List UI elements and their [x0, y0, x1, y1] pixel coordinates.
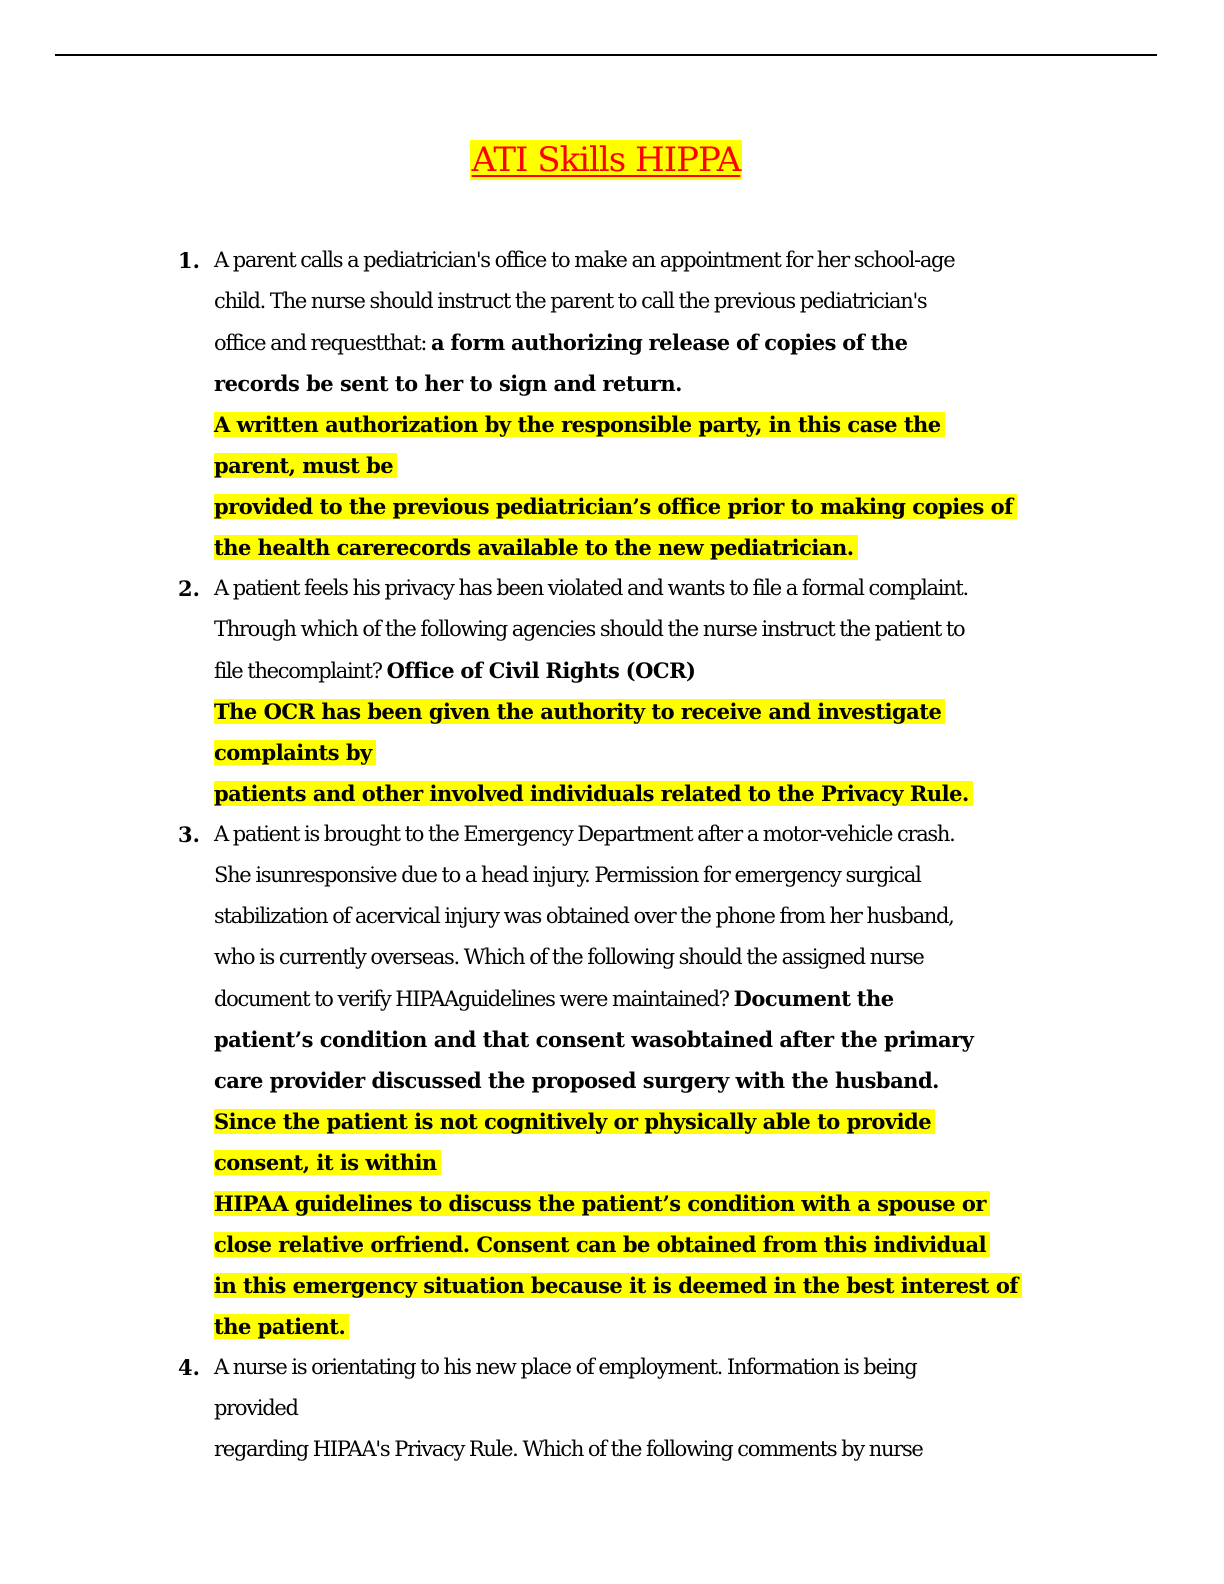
rationale-line — [214, 445, 1090, 486]
question-item — [170, 568, 1090, 814]
rationale-line — [214, 486, 1090, 527]
question-text-line: She isunresponsive due to a head injury. Permission for emergency surgical — [214, 863, 921, 887]
rationale-line — [214, 1183, 1090, 1224]
question-answer-line — [214, 322, 1090, 363]
answer-text-line: patient’s condition and that consent wasobtained after the primary — [214, 1027, 974, 1052]
question-text-line: A patient feels his privacy has been violated and wants to file a formal complaint. — [214, 576, 968, 600]
question-text-fragment: office and requestthat: — [214, 331, 431, 355]
page-title-text: ATI Skills HIPPA — [471, 140, 741, 180]
question-list — [170, 240, 1090, 1470]
rationale-line — [214, 773, 1090, 814]
answer-text-fragment: Document the — [733, 986, 894, 1011]
question-item — [170, 240, 1090, 568]
answer-text-line: records be sent to her to sign and return. — [214, 371, 682, 396]
question-text-line: stabilization of acervical injury was obtained over the phone from her husband, — [214, 904, 954, 928]
highlighted-rationale-text: parent, must be — [214, 453, 397, 478]
rationale-line — [214, 1224, 1090, 1265]
highlighted-rationale-text: the health carerecords available to the new pediatrician. — [214, 535, 858, 560]
question-text-line: A patient is brought to the Emergency Department after a motor-vehicle crash. — [214, 822, 955, 846]
highlighted-rationale-text: A written authorization by the responsible party, in this case the — [214, 412, 945, 437]
highlighted-rationale-text: in this emergency situation because it is deemed in the best interest of — [214, 1273, 1022, 1298]
rationale-line — [214, 732, 1090, 773]
question-item — [170, 814, 1090, 1347]
question-text-line: Through which of the following agencies should the nurse instruct the patient to — [214, 617, 965, 641]
rationale-line — [214, 1265, 1090, 1306]
highlighted-rationale-text: The OCR has been given the authority to receive and investigate — [214, 699, 945, 724]
answer-text-fragment: Office of Civil Rights (OCR) — [386, 658, 696, 683]
question-number: 3. — [178, 822, 200, 847]
highlighted-rationale-text: HIPAA guidelines to discuss the patient’s condition with a spouse or — [214, 1191, 990, 1216]
page-title — [0, 134, 1212, 186]
top-rule — [55, 54, 1157, 56]
question-answer-line — [214, 978, 1090, 1019]
highlighted-rationale-text: consent, it is within — [214, 1150, 441, 1175]
question-answer-line — [214, 650, 1090, 691]
highlighted-rationale-text: patients and other involved individuals related to the Privacy Rule. — [214, 781, 973, 806]
answer-text-fragment: a form authorizing release of copies of the — [430, 330, 908, 355]
rationale-line — [214, 1101, 1090, 1142]
question-number: 1. — [178, 248, 200, 273]
question-text-fragment: file thecomplaint? — [214, 659, 387, 683]
question-text-fragment: document to verify HIPAAguidelines were maintained? — [214, 987, 734, 1011]
question-item — [170, 1347, 1090, 1470]
highlighted-rationale-text: close relative orfriend. Consent can be obtained from this individual — [214, 1232, 990, 1257]
rationale-line — [214, 1306, 1090, 1347]
question-text-line: regarding HIPAA's Privacy Rule. Which of the following comments by nurse — [214, 1437, 923, 1461]
highlighted-rationale-text: Since the patient is not cognitively or physically able to provide — [214, 1109, 935, 1134]
rationale-line — [214, 404, 1090, 445]
answer-text-line: care provider discussed the proposed surgery with the husband. — [214, 1068, 939, 1093]
rationale-line — [214, 527, 1090, 568]
rationale-line — [214, 691, 1090, 732]
question-number: 4. — [178, 1355, 200, 1380]
question-text-line: A nurse is orientating to his new place of employment. Information is being — [214, 1355, 917, 1379]
highlighted-rationale-text: complaints by — [214, 740, 376, 765]
question-number: 2. — [178, 576, 200, 601]
rationale-line — [214, 1142, 1090, 1183]
question-text-line: who is currently overseas. Which of the following should the assigned nurse — [214, 945, 924, 969]
question-text-line: provided — [214, 1396, 298, 1420]
question-text-line: child. The nurse should instruct the parent to call the previous pediatrician's — [214, 289, 927, 313]
highlighted-rationale-text: the patient. — [214, 1314, 349, 1339]
highlighted-rationale-text: provided to the previous pediatrician’s office prior to making copies of — [214, 494, 1017, 519]
question-text-line: A parent calls a pediatrician's office to make an appointment for her school-age — [214, 248, 955, 272]
